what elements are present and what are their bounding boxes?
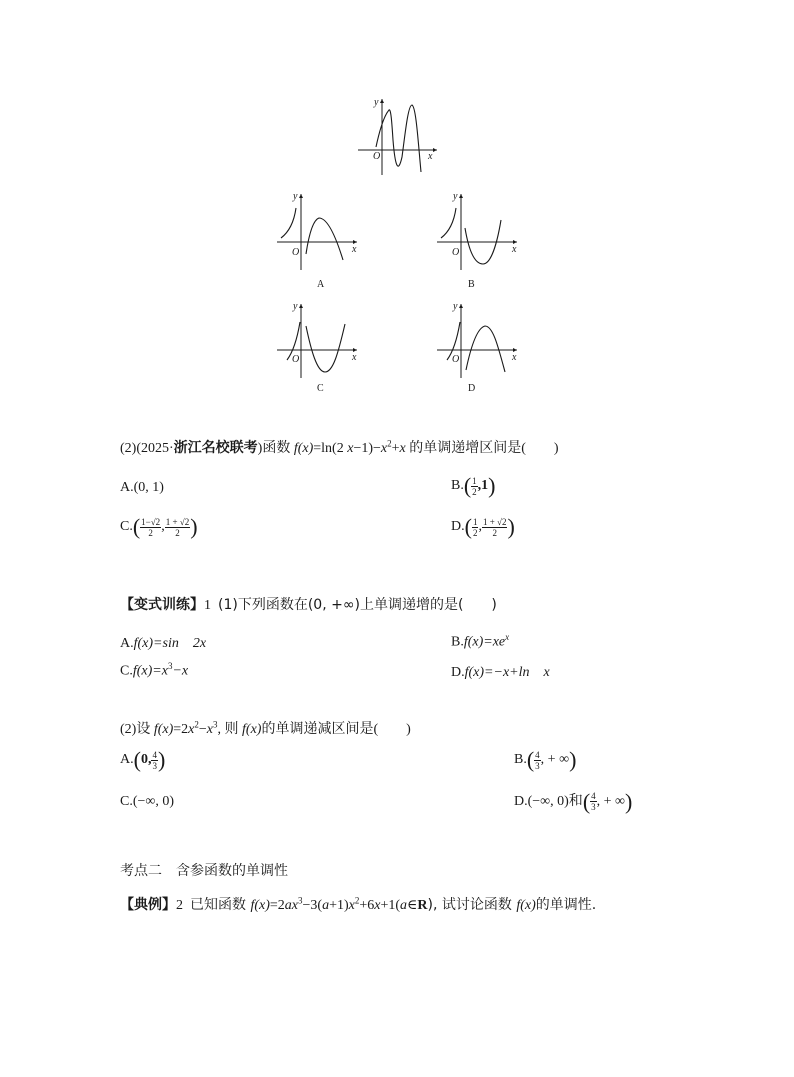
q2-option-d: D.( $\frac{1}{2}$ , $\frac{1 + √2}{2}$ ) xyxy=(451,514,515,539)
axis-label-y: y xyxy=(293,301,298,312)
axis-label-x: x xyxy=(352,244,357,255)
axis-label-y: y xyxy=(453,191,458,202)
variant-question-2-stem: (2)设 $f(x)=2x^2-x^3$, 则 f(x)的单调递减区间是( ) xyxy=(120,719,411,737)
variant-q2-option-a: A.(0, $\frac{4}{3}$ ) xyxy=(120,747,166,772)
axis-label-x: x xyxy=(352,352,357,363)
example-question-stem: 【典例】2 已知函数 $f(x)=2ax^3-3(a+1)x^2+6x+1(a\in R)$, 试讨论函数 f(x)的单调性. xyxy=(120,895,597,913)
variant-q1-option-c: $C.f(x)=x^3-x$ xyxy=(120,661,189,679)
origin-label: O xyxy=(373,151,381,162)
option-b-label: B xyxy=(468,279,475,290)
origin-label: O xyxy=(452,354,460,365)
question-source: 浙江名校联考 xyxy=(173,440,258,456)
axis-label-y: y xyxy=(374,97,379,108)
variant-question-1-stem: 【变式训练】1 (1)下列函数在(0, +∞)上单调递增的是( ) xyxy=(120,597,497,613)
q2-option-b: B.( $\frac{1}{2}$ ,1) xyxy=(451,473,496,498)
curve-derivative-graph xyxy=(376,105,421,172)
variant-q1-option-a: A.f(x)=sin 2x xyxy=(120,636,207,651)
option-a-label: A xyxy=(317,279,325,290)
option-d-graph xyxy=(435,300,525,395)
q2-option-a: A.(0, 1) xyxy=(120,480,164,495)
origin-label: O xyxy=(292,247,300,258)
variant-training-tag: 【变式训练】 xyxy=(120,597,204,613)
variant-q2-option-c: C.(−∞, 0) xyxy=(120,794,175,809)
origin-label: O xyxy=(452,247,460,258)
origin-label: O xyxy=(292,354,300,365)
variant-q1-option-d: D.f(x)=−x+ln x xyxy=(451,665,550,680)
question-2-stem: (2)(2025·浙江名校联考)函数 f(x)=ln(2 $x-1)-x^2+x$ 的单调递增区间是( ) xyxy=(120,438,559,456)
option-c-graph xyxy=(275,300,365,395)
variant-q2-option-d: D.(−∞, 0)和( $\frac{4}{3}$ , + ∞) xyxy=(514,788,633,814)
option-b-graph xyxy=(435,190,525,290)
variant-q1-option-b: $B.f(x)=xe^x$ xyxy=(451,632,510,650)
axis-label-x: x xyxy=(512,352,517,363)
axis-label-y: y xyxy=(293,191,298,202)
axis-label-x: x xyxy=(512,244,517,255)
axis-label-y: y xyxy=(453,301,458,312)
axis-label-x: x xyxy=(428,151,433,162)
section-title: 考点二 含参函数的单调性 xyxy=(120,863,288,879)
main-function-graph xyxy=(355,95,445,175)
variant-q2-option-b: B.( $\frac{4}{3}$ , + ∞) xyxy=(514,747,577,772)
option-d-label: D xyxy=(468,383,476,394)
option-a-graph xyxy=(275,190,365,290)
option-c-label: C xyxy=(317,383,324,394)
q2-option-c: C.( $\frac{1-√2}{2}$ , $\frac{1 + √2}{2}$ ) xyxy=(120,514,198,539)
example-tag: 【典例】 xyxy=(120,897,176,913)
